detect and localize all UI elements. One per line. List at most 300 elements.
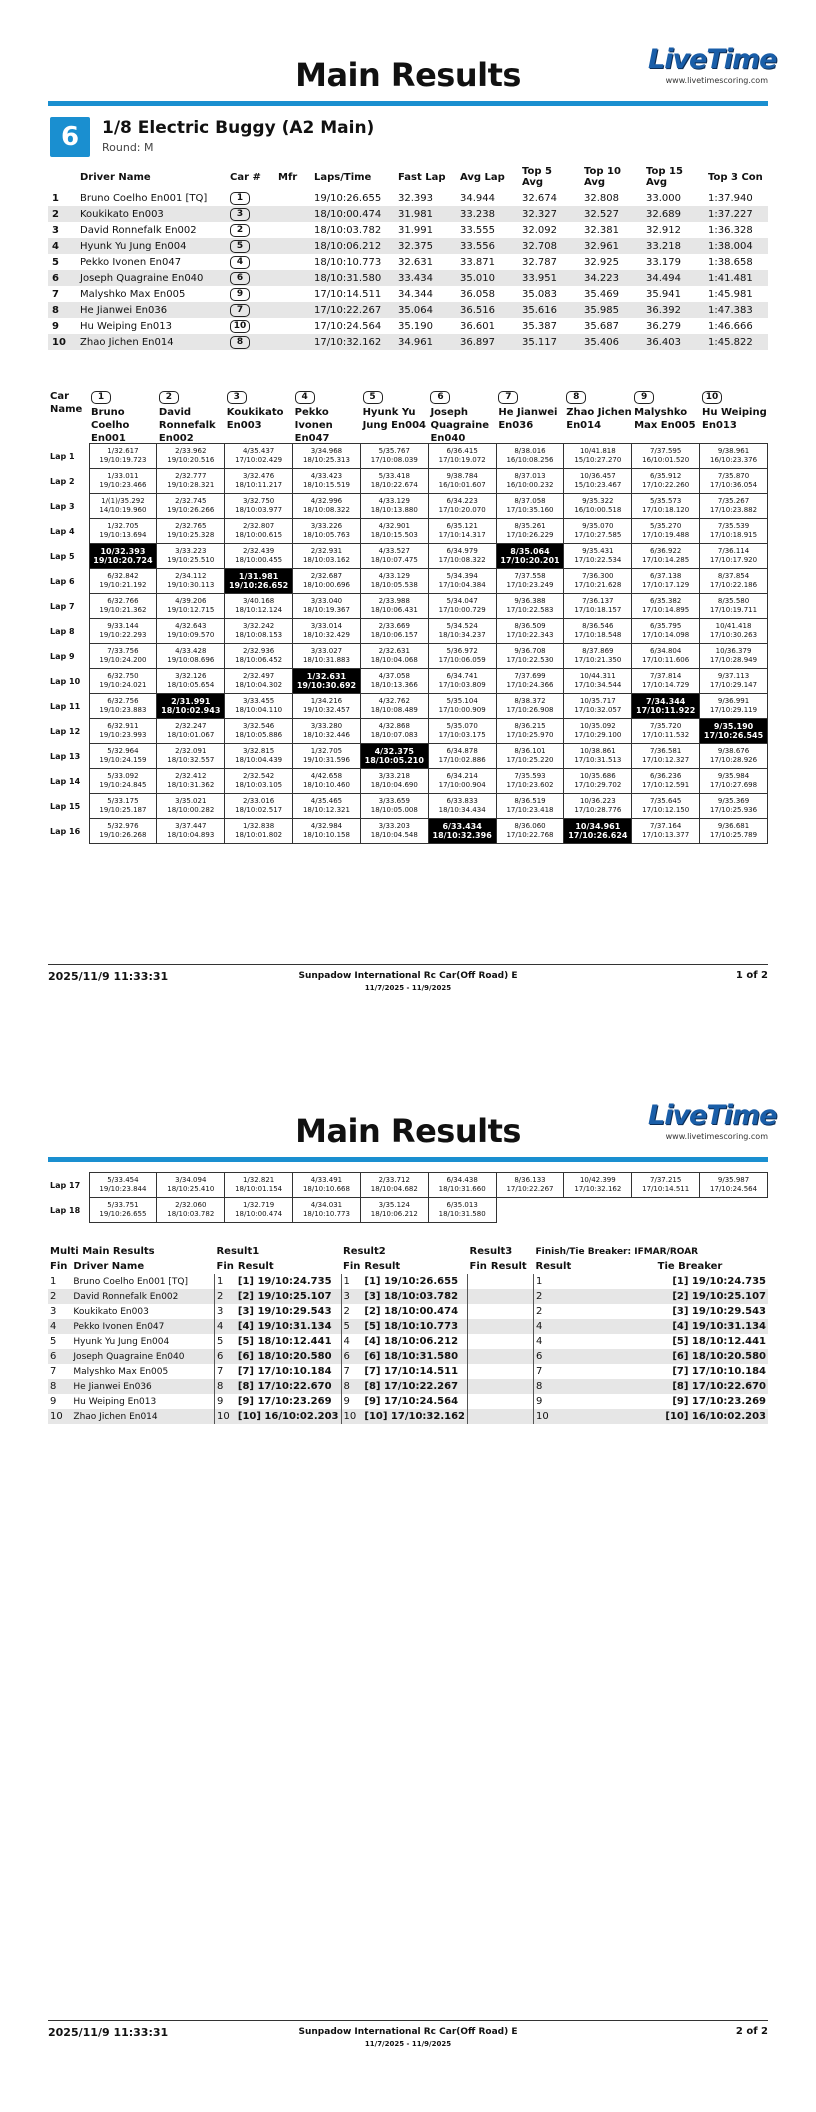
car-cell: [226, 334, 274, 350]
driver-name-cell: Bruno Coelho En001 [TQ]: [80, 192, 208, 204]
car-number-badge: 5: [363, 391, 383, 404]
elapsed-time: 18/10:34.237: [438, 631, 486, 639]
mfr-cell: [274, 286, 310, 302]
lap-cell: [293, 694, 361, 719]
lap-cell: [157, 719, 225, 744]
lap-time: 2/32.765: [175, 522, 207, 530]
lap-cell: [496, 744, 564, 769]
final-result-cell: 2: [534, 1304, 656, 1319]
lap-cell: [157, 819, 225, 844]
r3-fin-cell: [468, 1394, 489, 1409]
lap-cell: [496, 569, 564, 594]
elapsed-time: 18/10:06.431: [370, 606, 418, 614]
event-dates: 11/7/2025 - 11/9/2025: [364, 984, 452, 992]
lap-time: 6/35.795: [650, 622, 682, 630]
elapsed-time: 17/10:00.729: [438, 606, 486, 614]
avg-lap-cell: 33.871: [460, 256, 495, 268]
lap-time: 10/38.861: [579, 747, 616, 755]
lap-time: 1/32.705: [107, 522, 139, 530]
mfr-cell: [274, 318, 310, 334]
lap-cell: [157, 1173, 225, 1198]
r2-result-cell: [9] 17/10:24.564: [364, 1396, 459, 1407]
avg-lap-cell: 35.010: [456, 270, 518, 286]
lap-time: 10/42.399: [579, 1176, 616, 1184]
lap-cell: [225, 744, 293, 769]
laps-time-cell: 17/10:14.511: [314, 288, 382, 300]
lap-time: 6/32.766: [107, 597, 139, 605]
lap-cell: [700, 444, 768, 469]
lap-row: [48, 469, 768, 494]
car-number-badge: 9: [230, 288, 250, 301]
col-top10: Top 10 Avg: [584, 166, 621, 188]
elapsed-time: 18/10:04.068: [370, 656, 418, 664]
driver-name-cell: Hyunk Yu Jung En004: [76, 238, 226, 254]
lap-cell: [225, 1173, 293, 1198]
lap-cell: [89, 444, 157, 469]
lap-time: 1/34.216: [310, 697, 343, 705]
elapsed-time: 17/10:00.909: [438, 706, 486, 714]
lap-cell: [700, 594, 768, 619]
car-name-label: [48, 390, 89, 445]
car-number-badge: 2: [230, 224, 250, 237]
lap-time: 8/35.064: [510, 547, 550, 556]
elapsed-time: 18/10:06.157: [370, 631, 418, 639]
pos-cell: 6: [48, 270, 76, 286]
driver-column-name: Pekko Ivonen En047: [294, 407, 333, 444]
footer-rule: [48, 964, 768, 965]
tie-breaker-cell: [4] 19/10:31.134: [656, 1319, 768, 1334]
lap-time: 3/33.014: [310, 622, 343, 630]
elapsed-time: 19/10:26.652: [228, 581, 289, 590]
lap-cell: [293, 744, 361, 769]
lap-cell: [700, 544, 768, 569]
elapsed-time: 18/10:01.802: [235, 831, 283, 839]
r3-fin-cell: [468, 1319, 489, 1334]
lap-time: 7/36.581: [650, 747, 682, 755]
elapsed-time: 17/10:03.175: [438, 731, 486, 739]
printed-timestamp: 2025/11/9 11:33:31: [48, 970, 169, 983]
elapsed-time: 16/10:00.232: [506, 481, 554, 489]
lap-time: 8/36.101: [514, 747, 546, 755]
elapsed-time: 17/10:25.970: [506, 731, 554, 739]
elapsed-time: 17/10:02.429: [235, 456, 283, 464]
final-result-cell: 2: [534, 1289, 656, 1304]
lap-time: 7/36.300: [582, 572, 614, 580]
elapsed-time: 17/10:26.624: [568, 831, 628, 840]
driver-name-cell: Koukikato En003: [73, 1306, 149, 1317]
r1-result-cell: [5] 18/10:12.441: [237, 1336, 332, 1347]
lap-cell: [89, 1198, 157, 1223]
lap-cell: [428, 794, 496, 819]
tie-breaker-cell: [8] 17/10:22.670: [656, 1379, 768, 1394]
lap-cell: [225, 1198, 293, 1223]
r3-fin-cell: [468, 1289, 489, 1304]
lap-time: 2/32.412: [175, 772, 207, 780]
result-row: [48, 286, 768, 302]
lap-time: 8/36.215: [514, 722, 546, 730]
elapsed-time: 17/10:23.602: [506, 781, 554, 789]
lap-cell: [428, 744, 496, 769]
lap-time: 5/33.092: [107, 772, 139, 780]
lap-row: [48, 644, 768, 669]
lap-time: 1/32.631: [306, 672, 347, 681]
lap-cell: [700, 644, 768, 669]
driver-column-name: Hu Weiping En013: [702, 407, 767, 431]
lap-time: 9/38.784: [446, 472, 478, 480]
top3con-cell: 1:37.227: [704, 206, 768, 222]
col-tie-breaker: Tie Breaker: [657, 1261, 723, 1272]
lap-time: 8/37.854: [717, 572, 750, 580]
top3con-cell: 1:46.666: [708, 320, 753, 332]
lap-time: 5/34.524: [446, 622, 478, 630]
top15-cell: 32.912: [646, 224, 681, 236]
pos-cell: 5: [52, 256, 59, 268]
elapsed-time: 17/10:25.936: [710, 806, 758, 814]
r3-result-cell: [489, 1274, 534, 1289]
r3-result-cell: [489, 1379, 534, 1394]
lap-cell: [428, 444, 496, 469]
pos-cell: 10: [48, 334, 76, 350]
laps-time-cell: 17/10:32.162: [310, 334, 394, 350]
elapsed-time: 17/10:26.229: [506, 531, 554, 539]
event-dates: 11/7/2025 - 11/9/2025: [364, 2040, 452, 2048]
lap-cell: [496, 819, 564, 844]
lap-label: Lap 11: [50, 701, 81, 711]
lap-time: 5/36.972: [446, 647, 478, 655]
lap-label: Lap 17: [50, 1180, 81, 1190]
lap-cell: [632, 644, 700, 669]
col-r1-result: Result: [237, 1261, 274, 1272]
r1-fin-cell: 4: [214, 1319, 235, 1334]
pos-cell: 4: [48, 238, 76, 254]
elapsed-time: 19/10:21.192: [99, 581, 147, 589]
elapsed-time: 18/10:25.313: [302, 456, 350, 464]
elapsed-time: 17/10:32.162: [574, 1185, 622, 1193]
elapsed-time: 17/10:13.377: [642, 831, 690, 839]
col-top3con: Top 3 Con: [708, 171, 763, 183]
lap-cell: [428, 619, 496, 644]
elapsed-time: 19/10:31.596: [302, 756, 350, 764]
car-cell: [226, 222, 274, 238]
lap-time: 9/35.070: [582, 522, 614, 530]
avg-lap-cell: 33.556: [456, 238, 518, 254]
lap-cell: [293, 769, 361, 794]
elapsed-time: 17/10:25.220: [506, 756, 554, 764]
lap-row: [48, 619, 768, 644]
lap-time: 6/33.434: [442, 822, 482, 831]
lap-cell: [564, 619, 632, 644]
lap-cell: [360, 569, 428, 594]
elapsed-time: 19/10:24.845: [99, 781, 147, 789]
laps-time-cell: 18/10:31.580: [310, 270, 394, 286]
car-number-badge: 6: [430, 391, 450, 404]
lap-cell: [428, 494, 496, 519]
elapsed-time: 18/10:05.763: [302, 531, 350, 539]
pos-cell: 2: [48, 206, 76, 222]
top3con-cell: 1:36.328: [708, 224, 753, 236]
r3-result-cell: [489, 1409, 534, 1424]
lap-cell: [89, 694, 157, 719]
lap-time: 3/33.659: [378, 797, 410, 805]
result-row: [48, 222, 768, 238]
avg-lap-cell: 33.555: [460, 224, 495, 236]
elapsed-time: 18/10:00.455: [235, 556, 283, 564]
lap-cell: [496, 719, 564, 744]
lap-label: Lap 3: [50, 501, 75, 511]
r1-fin-cell: 3: [214, 1304, 235, 1319]
lap-time: 1/32.617: [107, 447, 139, 455]
elapsed-time: 17/10:22.343: [506, 631, 554, 639]
lap-time: 8/38.016: [514, 447, 546, 455]
lap-time: 7/35.267: [717, 497, 750, 505]
r1-fin-cell: 1: [214, 1274, 235, 1289]
driver-name-cell: Hu Weiping En013: [80, 320, 173, 332]
top3con-cell: 1:37.940: [708, 192, 753, 204]
r3-result-cell: [489, 1319, 534, 1334]
lap-row: [48, 719, 768, 744]
car-number-badge: 6: [230, 272, 250, 285]
driver-name-cell: He Jianwei En036: [71, 1379, 214, 1394]
elapsed-time: 17/10:11.532: [642, 731, 690, 739]
r1-fin-cell: 2: [214, 1289, 235, 1304]
lap-time: 6/36.922: [650, 547, 682, 555]
header-rule: [48, 101, 768, 106]
lap-cell: [700, 669, 768, 694]
lap-cell: [564, 1198, 632, 1223]
lap-time: 6/36.415: [446, 447, 478, 455]
lap-time: 8/37.058: [514, 497, 546, 505]
elapsed-time: 17/10:35.160: [506, 506, 554, 514]
lap-cell: [157, 519, 225, 544]
car-number-badge: 9: [634, 391, 654, 404]
elapsed-time: 19/10:20.516: [167, 456, 215, 464]
lap-cell: [428, 769, 496, 794]
laps-time-cell: 18/10:00.474: [310, 206, 394, 222]
lap-cell: [428, 1173, 496, 1198]
lap-time: 10/41.418: [715, 622, 752, 630]
lap-time: 1/32.705: [310, 747, 343, 755]
lap-time: 7/36.114: [717, 547, 750, 555]
elapsed-time: 18/10:13.366: [370, 681, 418, 689]
lap-column-header: [428, 390, 496, 445]
multi-header-row: [48, 1259, 768, 1274]
driver-name-cell: Hu Weiping En013: [73, 1396, 157, 1407]
elapsed-time: 18/10:07.475: [370, 556, 418, 564]
lap-cell: [428, 594, 496, 619]
elapsed-time: 17/10:21.350: [574, 656, 622, 664]
lap-cell: [496, 619, 564, 644]
car-number-badge: 4: [295, 391, 315, 404]
top15-cell: 36.403: [642, 334, 704, 350]
r1-result-cell: [8] 17/10:22.670: [236, 1379, 341, 1394]
lap-time: 10/35.717: [579, 697, 616, 705]
lap-time: 2/31.991: [171, 697, 211, 706]
lap-label: Lap 10: [50, 676, 81, 686]
driver-column-name: Zhao Jichen En014: [566, 407, 632, 431]
col-car: Car #: [230, 171, 261, 183]
lap-cell: [157, 694, 225, 719]
lap-time: 7/37.814: [650, 672, 682, 680]
lap-cell: [496, 594, 564, 619]
elapsed-time: 18/10:03.977: [235, 506, 283, 514]
lap-row: [48, 744, 768, 769]
avg-lap-cell: 34.944: [460, 192, 495, 204]
result3-title: Result3: [469, 1246, 513, 1257]
elapsed-time: 18/10:03.162: [302, 556, 350, 564]
top10-cell: 35.469: [584, 288, 619, 300]
lap-column-header: [496, 390, 564, 445]
top10-cell: 32.925: [584, 256, 619, 268]
lap-column-header: [632, 390, 700, 445]
lap-row: [48, 1173, 768, 1198]
lap-row: [48, 444, 768, 469]
fast-lap-cell: 31.991: [398, 224, 433, 236]
lap-cell: [700, 569, 768, 594]
lap-cell: [360, 444, 428, 469]
lap-time: 2/32.542: [242, 772, 275, 780]
lap-cell: [632, 794, 700, 819]
lap-time: 8/36.133: [514, 1176, 546, 1184]
car-label: Car: [50, 391, 70, 402]
elapsed-time: 18/10:31.660: [438, 1185, 486, 1193]
final-result-cell: 4: [534, 1334, 656, 1349]
lap-cell: [632, 694, 700, 719]
lap-cell: [564, 694, 632, 719]
elapsed-time: 17/10:19.711: [710, 606, 758, 614]
lap-cell: [632, 619, 700, 644]
lap-cell: [428, 669, 496, 694]
fast-lap-cell: 33.434: [394, 270, 456, 286]
elapsed-time: 18/10:12.321: [302, 806, 350, 814]
lap-cell: [632, 669, 700, 694]
lap-time: 3/35.021: [175, 797, 207, 805]
lap-cell: [700, 494, 768, 519]
elapsed-time: 16/10:00.518: [574, 506, 622, 514]
lap-cell: [360, 1198, 428, 1223]
top3con-cell: 1:38.658: [708, 256, 753, 268]
mfr-cell: [274, 302, 310, 318]
avg-lap-cell: 36.897: [456, 334, 518, 350]
lap-time: 9/35.987: [717, 1176, 750, 1184]
driver-column-name: Koukikato En003: [226, 407, 284, 431]
lap-time: 10/35.092: [579, 722, 616, 730]
elapsed-time: 18/10:12.124: [235, 606, 283, 614]
multi-result-row: [48, 1304, 768, 1319]
lap-time: 1/33.011: [107, 472, 139, 480]
lap-time: 10/34.961: [575, 822, 621, 831]
elapsed-time: 18/10:04.893: [167, 831, 215, 839]
driver-column-name: Joseph Quagraine En040: [430, 407, 489, 444]
driver-name-cell: Zhao Jichen En014: [76, 334, 226, 350]
r3-result-cell: [489, 1349, 534, 1364]
lap-time: 6/33.833: [446, 797, 478, 805]
lap-column-header: [157, 390, 225, 445]
lap-cell: [360, 644, 428, 669]
lap-time: 10/36.379: [715, 647, 752, 655]
elapsed-time: 17/10:14.285: [642, 556, 690, 564]
elapsed-time: 18/10:06.212: [370, 1210, 418, 1218]
elapsed-time: 17/10:08.039: [370, 456, 418, 464]
r3-fin-cell: [468, 1274, 489, 1289]
multi-title: Multi Main Results: [50, 1246, 155, 1257]
lap-time: 2/32.931: [310, 547, 343, 555]
final-result-cell: 9: [534, 1394, 656, 1409]
elapsed-time: 19/10:23.883: [99, 706, 147, 714]
top3con-cell: 1:38.004: [704, 238, 768, 254]
col-r2-fin: Fin: [343, 1261, 361, 1272]
r2-fin-cell: 1: [341, 1274, 362, 1289]
lap-time: 6/37.138: [650, 572, 682, 580]
elapsed-time: 18/10:02.517: [235, 806, 283, 814]
lap-time: 10/36.223: [579, 797, 616, 805]
lap-time: 5/32.976: [107, 822, 139, 830]
livetime-logo: [648, 44, 777, 85]
lap-cell: [89, 494, 157, 519]
top5-cell: 32.674: [522, 192, 557, 204]
lap-time: 1/32.838: [242, 822, 275, 830]
lap-cell: [89, 569, 157, 594]
top3con-cell: 1:47.383: [704, 302, 768, 318]
lap-cell: [564, 519, 632, 544]
lap-cell: [496, 769, 564, 794]
r2-result-cell: [1] 19/10:26.655: [364, 1276, 459, 1287]
name-label: Name: [50, 404, 83, 415]
top5-cell: 35.387: [522, 320, 557, 332]
lap-column-header: [361, 390, 429, 445]
lap-cell: [360, 694, 428, 719]
lap-time: 5/32.964: [107, 747, 139, 755]
r1-fin-cell: 5: [214, 1334, 235, 1349]
lap-cell: [89, 819, 157, 844]
car-number-badge: 4: [230, 256, 250, 269]
lap-row: [48, 1198, 768, 1223]
lap-time: 3/32.242: [242, 622, 275, 630]
r2-fin-cell: 2: [341, 1304, 362, 1319]
top5-cell: 35.117: [518, 334, 580, 350]
pos-cell: 7: [52, 288, 59, 300]
fin-cell: 8: [48, 1379, 71, 1394]
r1-result-cell: [10] 16/10:02.203: [236, 1409, 341, 1424]
avg-lap-cell: 36.516: [456, 302, 518, 318]
r1-result-cell: [7] 17/10:10.184: [237, 1366, 332, 1377]
elapsed-time: 17/10:23.418: [506, 806, 554, 814]
lap-label: Lap 1: [50, 451, 75, 461]
lap-cell: [157, 594, 225, 619]
lap-time: 9/38.676: [717, 747, 750, 755]
elapsed-time: 18/10:31.883: [302, 656, 350, 664]
elapsed-time: 18/10:31.362: [167, 781, 215, 789]
lap-time: 2/33.962: [175, 447, 207, 455]
r1-fin-cell: 10: [214, 1409, 235, 1424]
top15-cell: 32.689: [642, 206, 704, 222]
elapsed-time: 17/10:28.926: [710, 756, 758, 764]
result-row: [48, 206, 768, 222]
lap-time: 3/32.546: [242, 722, 275, 730]
lap-cell: [428, 719, 496, 744]
lap-time: 2/32.936: [242, 647, 275, 655]
lap-time: 4/32.643: [175, 622, 207, 630]
elapsed-time: 17/10:28.776: [574, 806, 622, 814]
fin-cell: 2: [48, 1289, 71, 1304]
top15-cell: 36.279: [646, 320, 681, 332]
lap-table-header: [48, 390, 768, 445]
lap-time: 1/32.821: [242, 1176, 275, 1184]
fin-cell: 7: [50, 1366, 57, 1377]
lap-label: Lap 14: [50, 776, 81, 786]
final-result-cell: 8: [534, 1379, 656, 1394]
top15-cell: 33.000: [646, 192, 681, 204]
lap-time: 9/35.322: [582, 497, 614, 505]
